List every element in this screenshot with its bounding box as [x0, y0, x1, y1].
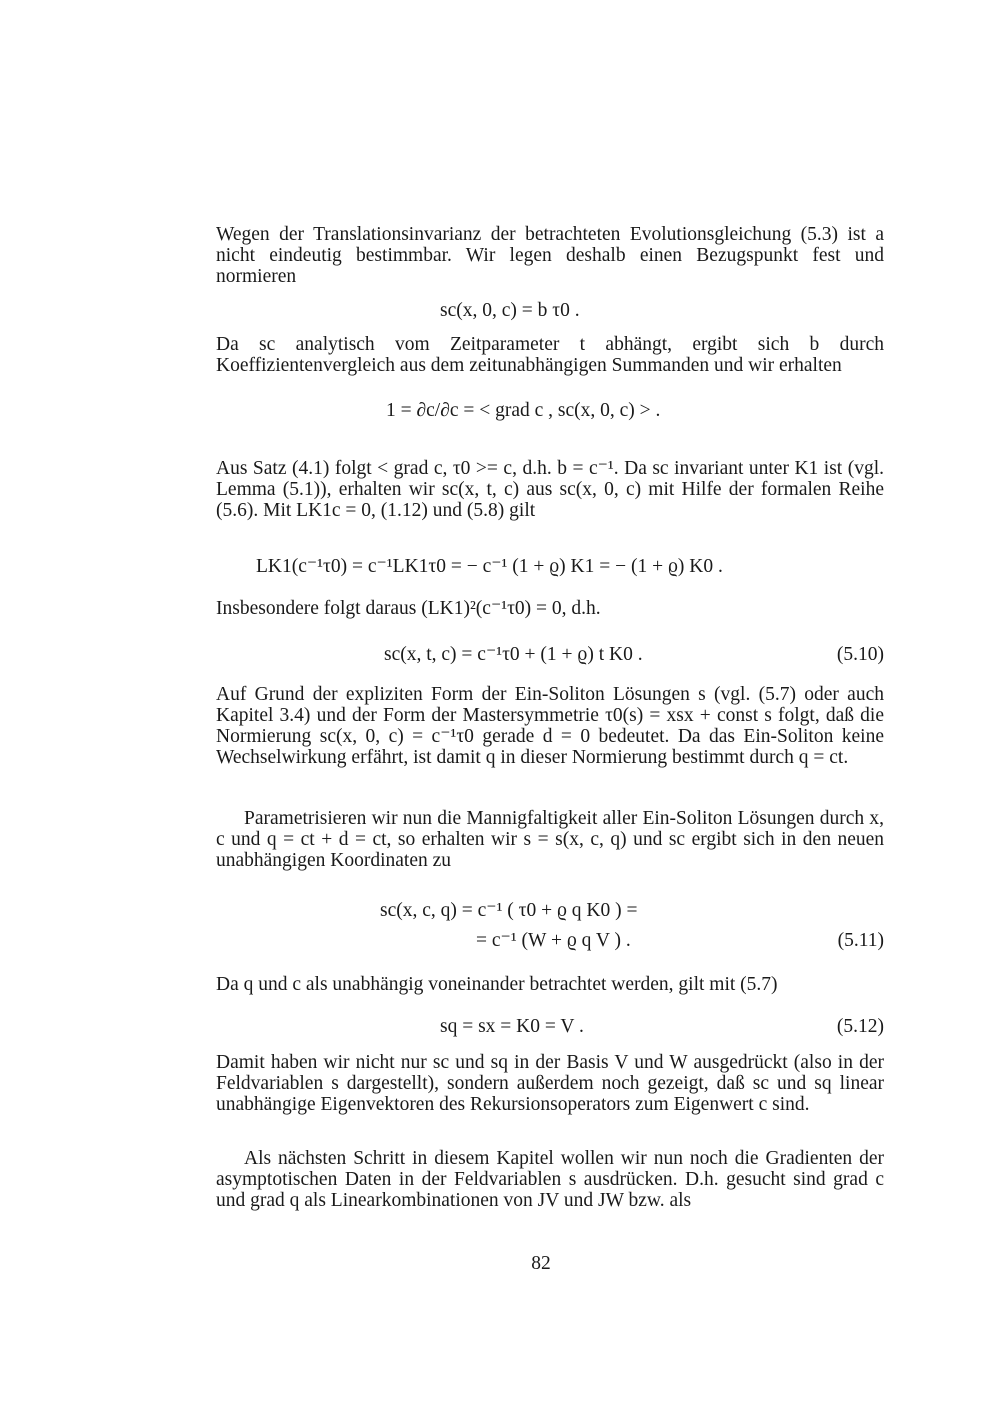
- equation-5-11-line-1: [380, 900, 638, 922]
- paragraph-text: Aus Satz (4.1) folgt < grad c, τ0 >= c, d.h. b = c⁻¹. Da sc invariant unter K1 ist (vgl. Lemma (5.1)), erhalten wir sc(x, t, c) aus sc(x, 0, c) mit Hilfe der formalen Reihe (5.6). Mit LK1c = 0, (1.12) und (5.8) gilt: [216, 458, 884, 521]
- paragraph-5: [216, 684, 884, 768]
- paragraph-8: [216, 1052, 884, 1115]
- equation-text: 1 = ∂c/∂c = < grad c , sc(x, 0, c) > .: [386, 400, 661, 421]
- equation-text: sc(x, 0, c) = b τ0 .: [440, 300, 580, 321]
- equation-gradient-identity: [386, 400, 660, 422]
- equation-number-5-11: (5.11): [837, 930, 884, 951]
- equation-normierung: [440, 300, 580, 322]
- paragraph-1: [216, 224, 884, 287]
- paragraph-9: [216, 1148, 884, 1211]
- equation-5-10: [384, 644, 643, 666]
- equation-text: sc(x, t, c) = c⁻¹τ0 + (1 + ϱ) t K0 .: [384, 644, 643, 665]
- paragraph-3: [216, 458, 884, 521]
- paragraph-text: Als nächsten Schritt in diesem Kapitel wollen wir nun noch die Gradienten der asymptotischen Daten in der Feldvariablen s ausdrücken. D.h. gesucht sind grad c und grad q als Linearkombinationen von JV und JW bzw. als: [216, 1148, 884, 1211]
- paragraph-text: Da sc analytisch vom Zeitparameter t abhängt, ergibt sich b durch Koeffizientenvergleich aus dem zeitunabhängigen Summanden und wir erhalten: [216, 334, 884, 376]
- paragraph-text: Wegen der Translationsinvarianz der betrachteten Evolutionsgleichung (5.3) ist a nicht eindeutig bestimmbar. Wir legen deshalb einen Bezugspunkt fest und normieren: [216, 224, 884, 287]
- equation-text: sq = sx = K0 = V .: [440, 1016, 584, 1037]
- paragraph-text: Da q und c als unabhängig voneinander betrachtet werden, gilt mit (5.7): [216, 974, 778, 995]
- paragraph-text: Auf Grund der expliziten Form der Ein-Soliton Lösungen s (vgl. (5.7) oder auch Kapitel 3.4) und der Form der Mastersymmetrie τ0(s) = xsx + const s folgt, daß die Normierung sc(x, 0, c) = c⁻¹τ0 gerade d = 0 bedeutet. Da das Ein-Soliton keine Wechselwirkung erfährt, ist damit q in dieser Normierung bestimmt durch q = ct.: [216, 684, 884, 768]
- equation-number-5-12: (5.12): [836, 1016, 884, 1037]
- paragraph-text: Damit haben wir nicht nur sc und sq in der Basis V und W ausgedrückt (also in der Feldvariablen s dargestellt), sondern außerdem noch gezeigt, daß sc und sq linear unabhängige Eigenvektoren des Rekursionsoperators zum Eigenwert c sind.: [216, 1052, 884, 1115]
- page-number: 82: [531, 1253, 551, 1274]
- paragraph-7: [216, 974, 884, 995]
- paragraph-6: [216, 808, 884, 871]
- equation-5-12: [440, 1016, 584, 1038]
- equation-number-5-10: (5.10): [836, 644, 884, 665]
- equation-5-11-line-2: [476, 930, 631, 952]
- equation-text: sc(x, c, q) = c⁻¹ ( τ0 + ϱ q K0 ) =: [380, 900, 638, 921]
- equation-text: = c⁻¹ (W + ϱ q V ) .: [476, 930, 631, 951]
- paragraph-text: Parametrisieren wir nun die Mannigfaltigkeit aller Ein-Soliton Lösungen durch x, c und q = ct + d = ct, so erhalten wir s = s(x, c, q) und sc ergibt sich in den neuen unabhängigen Koordinaten zu: [216, 808, 884, 871]
- equation-text: LK1(c⁻¹τ0) = c⁻¹LK1τ0 = − c⁻¹ (1 + ϱ) K1 = − (1 + ϱ) K0 .: [256, 556, 723, 577]
- paragraph-4: [216, 598, 884, 619]
- paragraph-text: Insbesondere folgt daraus (LK1)²(c⁻¹τ0) = 0, d.h.: [216, 598, 601, 619]
- paragraph-2: [216, 334, 884, 376]
- equation-lie-derivative: [256, 556, 723, 578]
